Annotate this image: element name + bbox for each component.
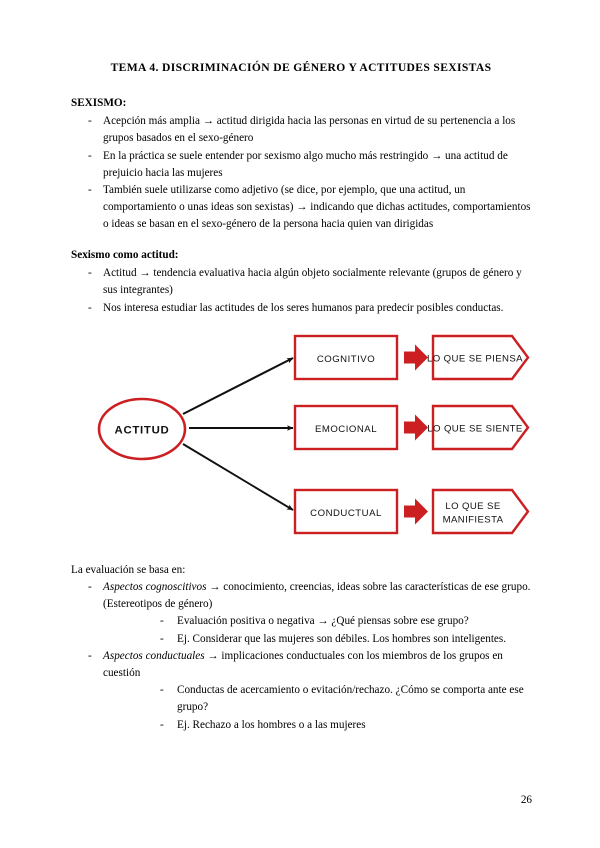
outcome-label-manifiesta-line2: MANIFIESTA [442,514,504,526]
bullet-dash-icon: - [88,149,92,162]
list-item-text: Evaluación positiva o negativa → ¿Qué piensas sobre ese grupo? [177,615,469,628]
list-item [71,113,531,147]
list-item [103,613,531,630]
sublist-conductuales [103,682,531,734]
red-block-arrow-icon-1 [404,345,428,371]
list-item [71,648,531,734]
page-content [71,60,531,734]
component-label-conductual: CONDUCTUAL [310,508,382,520]
list-item [71,182,531,233]
list-item [71,579,531,648]
arrow-actitud-to-cognitivo [183,358,293,414]
list-item-text: → implicaciones conductuales con los miembros de los grupos en cuestión [103,650,503,680]
list-item [71,148,531,182]
list-item-text: Actitud → tendencia evaluativa hacia algún objeto socialmente relevante (grupos de género y sus integrantes) [103,267,522,297]
spacer [71,317,531,330]
bullet-dash-icon: - [88,184,92,197]
evaluacion-intro: La evaluación se basa en: [71,564,186,577]
arrow-actitud-to-conductual [183,444,293,510]
list-item [103,682,531,716]
bullet-dash-icon: - [88,115,92,128]
heading-sexismo: SEXISMO: [71,97,127,110]
actitud-label: ACTITUD [114,424,170,437]
component-label-cognitivo: COGNITIVO [316,354,376,366]
list-item-text: En la práctica se suele entender por sexismo algo mucho más restringido → una actitud de prejuicio hacia las mujeres [103,149,508,179]
page-title: TEMA 4. DISCRIMINACIÓN DE GÉNERO Y ACTITUDES SEXISTAS [110,61,492,74]
list-evaluacion [71,579,531,734]
list-item-text: → conocimiento, creencias, ideas sobre las características de ese grupo. (Estereotipos de género) [103,580,531,610]
sublist-cognoscitivos [103,613,531,648]
list-item-text: Ej. Rechazo a los hombres o a las mujeres [177,718,366,731]
component-label-emocional: EMOCIONAL [314,424,378,436]
list-item-text: Ej. Considerar que las mujeres son débiles. Los hombres son inteligentes. [177,632,507,645]
list-item [103,631,531,648]
list-sexismo-actitud [71,265,531,317]
bullet-dash-icon: - [88,650,92,663]
list-item-emphasis: Aspectos cognoscitivos [103,580,207,593]
red-block-arrow-icon-2 [404,415,428,441]
bullet-dash-icon: - [160,615,164,628]
spacer [71,234,531,247]
list-item [103,717,531,734]
actitud-components-diagram [71,330,531,562]
bullet-dash-icon: - [88,580,92,593]
list-item-text: Nos interesa estudiar las actitudes de los seres humanos para predecir posibles conductas. [103,301,504,314]
bullet-dash-icon: - [160,684,164,697]
list-item-text: Conductas de acercamiento o evitación/rechazo. ¿Cómo se comporta ante ese grupo? [177,684,524,714]
bullet-dash-icon: - [160,632,164,645]
list-item-emphasis: Aspectos conductuales [103,650,205,663]
red-block-arrow-icon-3 [404,499,428,525]
list-item-text: También suele utilizarse como adjetivo (se dice, por ejemplo, que una actitud, un comportamiento o unas ideas son sexistas) → indicando que dichas actitudes, comportamientos o ideas se basan en el sexo-género de la persona hacia quien van dirigidas [103,184,531,231]
heading-sexismo-como-actitud: Sexismo como actitud: [71,248,179,261]
bullet-dash-icon: - [160,718,164,731]
page-number: 26 [520,793,532,806]
bullet-dash-icon: - [88,301,92,314]
list-item [71,265,531,299]
outcome-label-siente: LO QUE SE SIENTE [427,423,523,435]
outcome-label-piensa: LO QUE SE PIENSA [427,353,523,365]
outcome-label-manifiesta-line1: LO QUE SE [445,501,501,513]
diagram-canvas [71,330,531,562]
list-item-text: Acepción más amplia → actitud dirigida hacia las personas en virtud de su pertenencia a los grupos basados en el sexo-género [103,115,516,145]
list-item [71,300,531,317]
bullet-dash-icon: - [88,267,92,280]
list-sexismo [71,113,531,233]
